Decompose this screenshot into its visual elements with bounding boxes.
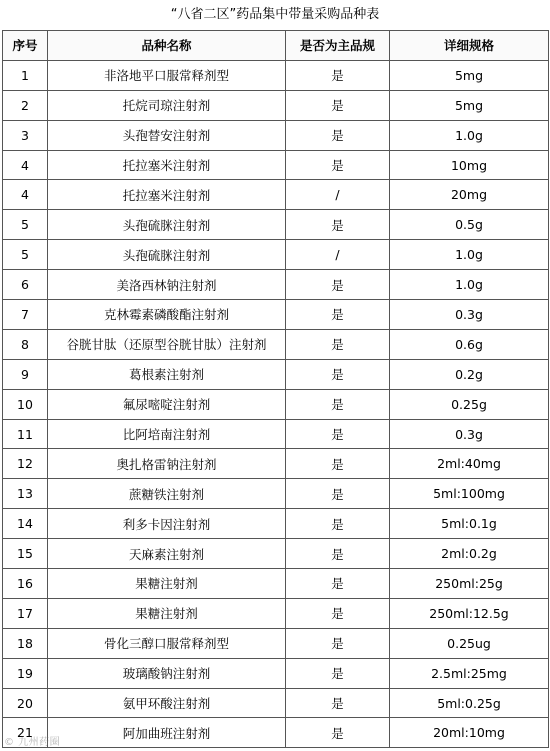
table-row [3, 658, 549, 688]
table-row [3, 210, 549, 240]
cell-index: 20 [3, 688, 48, 718]
cell-drug-name: 果糖注射剂 [48, 598, 286, 628]
table-row [3, 449, 549, 479]
cell-index: 4 [3, 180, 48, 210]
cell-index: 5 [3, 240, 48, 270]
table-body [3, 60, 549, 747]
cell-main-spec: 是 [286, 419, 390, 449]
cell-index: 14 [3, 509, 48, 539]
table-row [3, 419, 549, 449]
cell-main-spec: 是 [286, 598, 390, 628]
cell-index: 4 [3, 150, 48, 180]
cell-main-spec: 是 [286, 120, 390, 150]
cell-detail-spec: 0.3g [390, 419, 549, 449]
cell-index: 21 [3, 718, 48, 748]
cell-main-spec: 是 [286, 449, 390, 479]
cell-drug-name: 天麻素注射剂 [48, 539, 286, 569]
cell-index: 6 [3, 270, 48, 300]
cell-detail-spec: 5ml:0.25g [390, 688, 549, 718]
table-row [3, 479, 549, 509]
cell-index: 8 [3, 329, 48, 359]
cell-drug-name: 美洛西林钠注射剂 [48, 270, 286, 300]
cell-index: 10 [3, 389, 48, 419]
header-index: 序号 [3, 31, 48, 61]
cell-drug-name: 果糖注射剂 [48, 569, 286, 599]
table-row [3, 150, 549, 180]
cell-drug-name: 比阿培南注射剂 [48, 419, 286, 449]
table-row [3, 270, 549, 300]
cell-main-spec: / [286, 240, 390, 270]
cell-main-spec: 是 [286, 539, 390, 569]
cell-main-spec: 是 [286, 300, 390, 330]
cell-drug-name: 托烷司琼注射剂 [48, 90, 286, 120]
cell-drug-name: 非洛地平口服常释剂型 [48, 60, 286, 90]
cell-index: 16 [3, 569, 48, 599]
cell-main-spec: 是 [286, 509, 390, 539]
table-row [3, 300, 549, 330]
cell-index: 17 [3, 598, 48, 628]
cell-main-spec: / [286, 180, 390, 210]
table-row [3, 688, 549, 718]
cell-drug-name: 骨化三醇口服常释剂型 [48, 628, 286, 658]
cell-main-spec: 是 [286, 210, 390, 240]
cell-main-spec: 是 [286, 329, 390, 359]
cell-index: 13 [3, 479, 48, 509]
cell-drug-name: 头孢硫脒注射剂 [48, 240, 286, 270]
cell-detail-spec: 0.25ug [390, 628, 549, 658]
cell-detail-spec: 20ml:10mg [390, 718, 549, 748]
cell-drug-name: 托拉塞米注射剂 [48, 150, 286, 180]
cell-main-spec: 是 [286, 628, 390, 658]
cell-drug-name: 头孢硫脒注射剂 [48, 210, 286, 240]
cell-detail-spec: 2.5ml:25mg [390, 658, 549, 688]
cell-index: 18 [3, 628, 48, 658]
table-row [3, 120, 549, 150]
cell-index: 1 [3, 60, 48, 90]
cell-main-spec: 是 [286, 359, 390, 389]
table-row [3, 628, 549, 658]
cell-main-spec: 是 [286, 90, 390, 120]
cell-main-spec: 是 [286, 718, 390, 748]
cell-drug-name: 奥扎格雷钠注射剂 [48, 449, 286, 479]
cell-main-spec: 是 [286, 688, 390, 718]
cell-drug-name: 利多卡因注射剂 [48, 509, 286, 539]
cell-main-spec: 是 [286, 150, 390, 180]
cell-detail-spec: 0.3g [390, 300, 549, 330]
table-title: “八省二区”药品集中带量采购品种表 [170, 7, 380, 22]
cell-drug-name: 玻璃酸钠注射剂 [48, 658, 286, 688]
cell-main-spec: 是 [286, 389, 390, 419]
table-row [3, 569, 549, 599]
cell-index: 2 [3, 90, 48, 120]
cell-drug-name: 谷胱甘肽（还原型谷胱甘肽）注射剂 [48, 329, 286, 359]
table-row [3, 240, 549, 270]
cell-main-spec: 是 [286, 60, 390, 90]
cell-index: 19 [3, 658, 48, 688]
cell-drug-name: 葛根素注射剂 [48, 359, 286, 389]
table-row [3, 180, 549, 210]
procurement-table [2, 30, 549, 748]
cell-drug-name: 阿加曲班注射剂 [48, 718, 286, 748]
header-drug-name: 品种名称 [48, 31, 286, 61]
cell-detail-spec: 5ml:0.1g [390, 509, 549, 539]
table-row [3, 329, 549, 359]
cell-drug-name: 克林霉素磷酸酯注射剂 [48, 300, 286, 330]
cell-index: 15 [3, 539, 48, 569]
header-detail-spec: 详细规格 [390, 31, 549, 61]
cell-drug-name: 蔗糖铁注射剂 [48, 479, 286, 509]
cell-index: 12 [3, 449, 48, 479]
cell-main-spec: 是 [286, 569, 390, 599]
cell-index: 3 [3, 120, 48, 150]
cell-detail-spec: 5mg [390, 60, 549, 90]
cell-detail-spec: 0.25g [390, 389, 549, 419]
table-row [3, 359, 549, 389]
cell-detail-spec: 1.0g [390, 270, 549, 300]
table-row [3, 509, 549, 539]
cell-detail-spec: 10mg [390, 150, 549, 180]
cell-drug-name: 托拉塞米注射剂 [48, 180, 286, 210]
cell-drug-name: 头孢替安注射剂 [48, 120, 286, 150]
cell-main-spec: 是 [286, 479, 390, 509]
cell-detail-spec: 2ml:0.2g [390, 539, 549, 569]
cell-drug-name: 氨甲环酸注射剂 [48, 688, 286, 718]
table-row [3, 598, 549, 628]
cell-index: 7 [3, 300, 48, 330]
cell-main-spec: 是 [286, 270, 390, 300]
cell-detail-spec: 250ml:25g [390, 569, 549, 599]
watermark: © 九州药圈 [4, 737, 61, 748]
table-row [3, 389, 549, 419]
cell-detail-spec: 250ml:12.5g [390, 598, 549, 628]
cell-detail-spec: 5ml:100mg [390, 479, 549, 509]
cell-index: 9 [3, 359, 48, 389]
cell-detail-spec: 1.0g [390, 120, 549, 150]
cell-detail-spec: 20mg [390, 180, 549, 210]
cell-index: 5 [3, 210, 48, 240]
table-row [3, 718, 549, 748]
header-row [3, 31, 549, 61]
table-row [3, 60, 549, 90]
cell-main-spec: 是 [286, 658, 390, 688]
table-row [3, 539, 549, 569]
table-row [3, 90, 549, 120]
cell-drug-name: 氟尿嘧啶注射剂 [48, 389, 286, 419]
cell-detail-spec: 5mg [390, 90, 549, 120]
cell-detail-spec: 0.2g [390, 359, 549, 389]
cell-detail-spec: 0.6g [390, 329, 549, 359]
cell-detail-spec: 2ml:40mg [390, 449, 549, 479]
cell-detail-spec: 0.5g [390, 210, 549, 240]
header-main-spec: 是否为主品规 [286, 31, 390, 61]
cell-detail-spec: 1.0g [390, 240, 549, 270]
cell-index: 11 [3, 419, 48, 449]
